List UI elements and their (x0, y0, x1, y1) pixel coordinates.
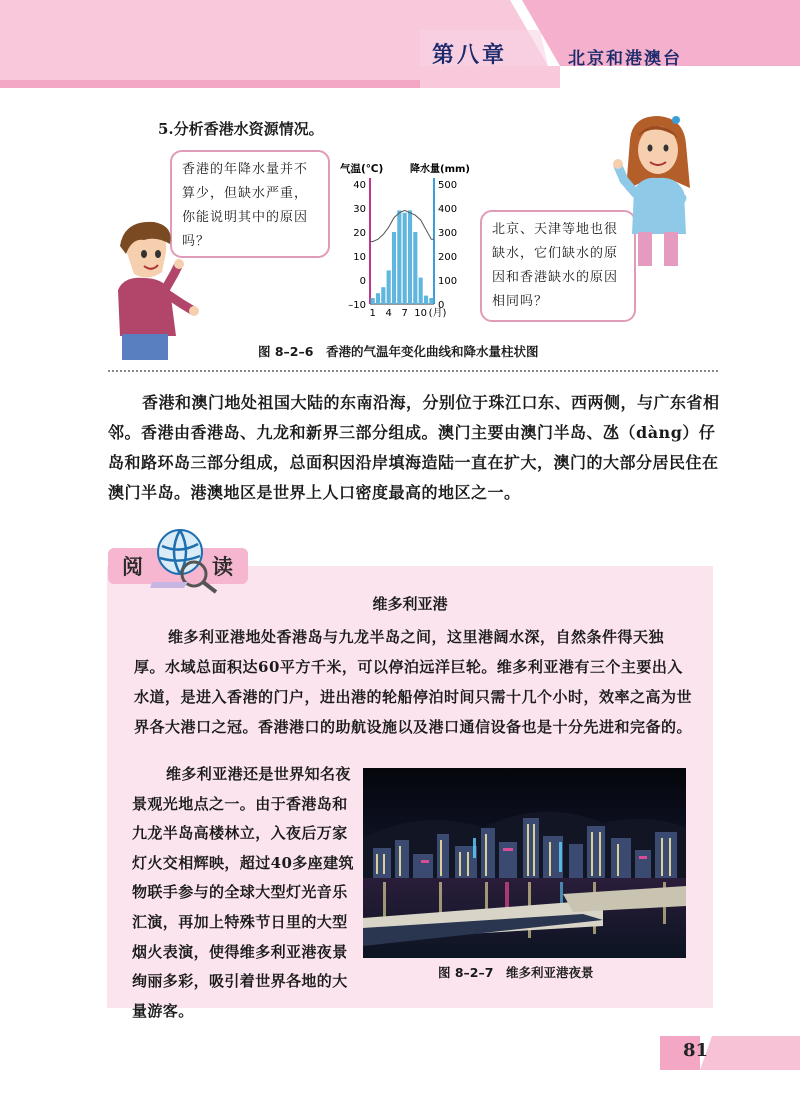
precipitation-bar (387, 270, 391, 304)
precipitation-bar (381, 287, 385, 304)
section-divider (108, 370, 718, 372)
precipitation-bar (376, 293, 380, 304)
globe-magnifier-icon (148, 524, 220, 594)
reading-title: 维多利亚港 (372, 595, 448, 613)
left-tick-label: 40 (353, 180, 366, 191)
left-tick-label: 10 (353, 252, 366, 263)
section-title: 北京和港澳台 (568, 49, 682, 69)
x-tick-label: 1 (369, 308, 376, 319)
figure-caption-harbour: 图 8–2–7 维多利亚港夜景 (438, 965, 594, 980)
right-tick-label: 200 (438, 252, 458, 263)
precipitation-bar (403, 213, 407, 304)
left-tick-label: –10 (348, 300, 366, 311)
boy-illustration (104, 218, 200, 360)
right-tick-label: 500 (438, 180, 458, 191)
precipitation-bar (413, 232, 417, 304)
victoria-harbour-night-photo (363, 768, 686, 958)
right-tick-label: 400 (438, 204, 458, 215)
reading-paragraph-2: 维多利亚港还是世界知名夜景观光地点之一。由于香港岛和九龙半岛高楼林立，入夜后万家灯火交相辉映，超过40多座建筑物联手参与的全球大型灯光音乐汇演，再加上特殊节日里的大型烟火表演，使得维多利亚港夜景绚丽多彩，吸引着世界各地的大量游客。 (132, 765, 354, 1020)
climate-chart (336, 158, 476, 326)
precipitation-bar (419, 278, 423, 304)
x-unit-label: (月) (428, 308, 447, 319)
precipitation-bar (392, 232, 396, 304)
right-tick-label: 300 (438, 228, 458, 239)
speech-bubble-girl: 北京、天津等地也很缺水，它们缺水的原因和香港缺水的原因相同吗？ (480, 210, 636, 322)
reading-paragraph-1: 维多利亚港地处香港岛与九龙半岛之间，这里港阔水深，自然条件得天独厚。水域总面积达60平方千米，可以停泊远洋巨轮。维多利亚港有三个主要出入水道，是进入香港的门户，进出港的轮船停泊时间只需十几个小时，效率之高为世界各大港口之冠。香港港口的助航设施以及港口通信设备也是十分先进和完备的。 (134, 628, 693, 736)
precipitation-bar (424, 296, 428, 304)
body-paragraph: 香港和澳门地处祖国大陆的东南沿海，分别位于珠江口东、西两侧，与广东省相邻。香港由香港岛、九龙和新界三部分组成。澳门主要由澳门半岛、氹（dàng）仔岛和路环岛三部分组成，总面积因沿岸填海造陆一直在扩大，澳门的大部分居民住在澳门半岛。港澳地区是世界上人口密度最高的地区之一。 (108, 393, 720, 502)
footer-band (660, 1036, 800, 1070)
x-tick-label: 4 (385, 308, 392, 319)
left-axis-label: 气温(℃) (340, 163, 384, 175)
x-tick-label: 7 (401, 308, 408, 319)
x-tick-label: 10 (414, 308, 428, 319)
precipitation-bar (429, 298, 433, 304)
precipitation-bar (371, 298, 375, 304)
right-tick-label: 100 (438, 276, 458, 287)
speech-bubble-boy: 香港的年降水量并不算少，但缺水严重，你能说明其中的原因吗？ (170, 150, 330, 258)
temperature-curve (370, 210, 434, 241)
reading-label-2: 读 (212, 555, 233, 579)
reading-label-1: 阅 (122, 555, 143, 579)
precipitation-bar (408, 210, 412, 304)
left-tick-label: 20 (353, 228, 366, 239)
girl-illustration (612, 110, 704, 268)
figure-caption-climate: 图 8–2–6 香港的气温年变化曲线和降水量柱状图 (258, 344, 539, 359)
chapter-title: 第八章 (432, 43, 508, 68)
page-number: 81 (683, 1040, 709, 1061)
right-axis-label: 降水量(mm) (410, 164, 470, 175)
question-title: 5.分析香港水资源情况。 (158, 120, 324, 138)
right-tick-label: 0 (438, 300, 445, 311)
left-tick-label: 30 (353, 204, 366, 215)
left-tick-label: 0 (359, 276, 366, 287)
precipitation-bar (397, 210, 401, 304)
